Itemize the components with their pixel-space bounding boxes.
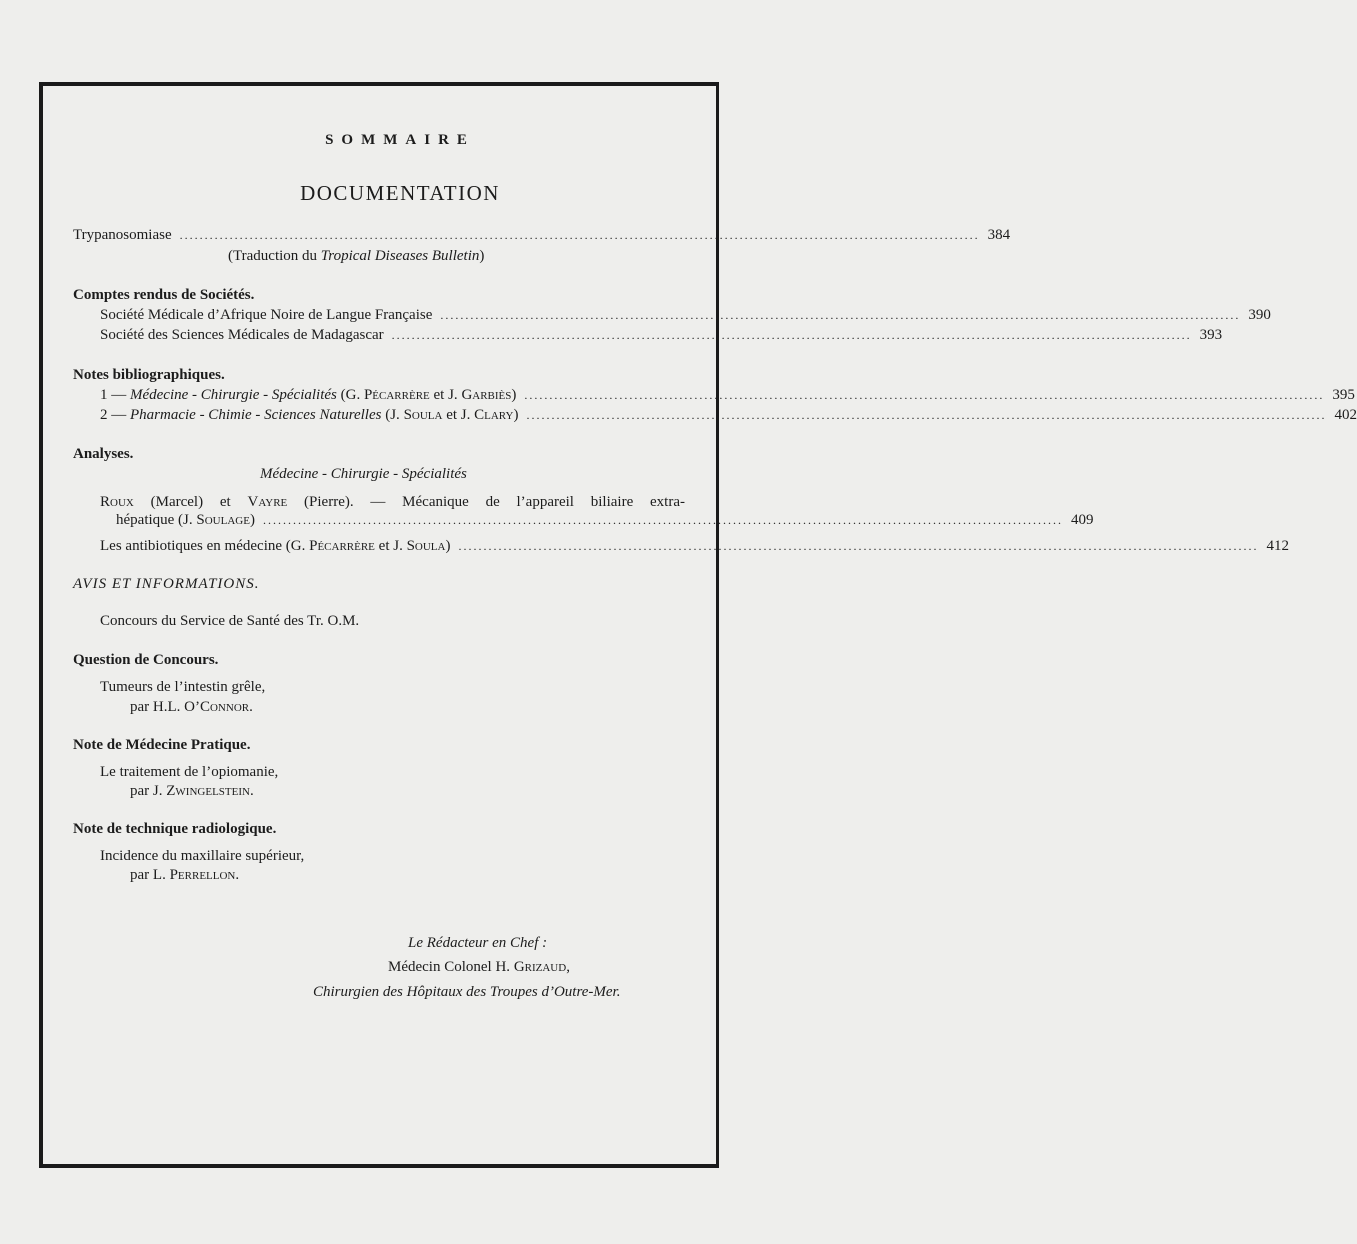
signature-name: Médecin Colonel H. Grizaud, <box>388 959 570 975</box>
signature-title: Chirurgien des Hôpitaux des Troupes d’Outre-Mer. <box>313 984 621 1000</box>
question-title[interactable]: Tumeurs de l’intestin grêle, <box>100 679 266 695</box>
dot-leader: ................................................................................................................................................................ <box>526 408 1327 422</box>
toc-entry-analyse-2[interactable] <box>100 537 1289 556</box>
question-author: par H.L. O’Connor. <box>130 699 253 715</box>
toc-entry-analyse-1-line2[interactable] <box>116 511 1094 530</box>
note-radio-author: par L. Perrellon. <box>130 867 240 883</box>
entry-title: Trypanosomiase <box>73 227 172 243</box>
heading-comptes-rendus: Comptes rendus de Sociétés. <box>73 287 255 303</box>
dot-leader: ................................................................................................................................................................ <box>262 513 1063 527</box>
page-number: 390 <box>1248 307 1271 323</box>
dot-leader: ................................................................................................................................................................ <box>440 308 1241 322</box>
toc-entry-societe-madagascar[interactable] <box>100 326 1223 345</box>
toc-entry-biblio-2[interactable] <box>100 406 1357 425</box>
heading-avis: AVIS ET INFORMATIONS. <box>73 576 260 592</box>
toc-entry-analyse-1-line1[interactable]: Roux (Marcel) et Vayre (Pierre). — Mécanique de l’appareil biliaire extra- <box>100 494 685 510</box>
translation-note: (Traduction du Tropical Diseases Bulletin) <box>228 248 485 264</box>
page-number: 393 <box>1199 327 1223 343</box>
heading-notes-biblio: Notes bibliographiques. <box>73 367 225 383</box>
heading-note-radio: Note de technique radiologique. <box>73 821 277 837</box>
page-number: 384 <box>987 227 1011 243</box>
entry-title: hépatique (J. Soulage) <box>116 512 255 528</box>
note-pratique-author: par J. Zwingelstein. <box>130 783 254 799</box>
analyses-subheading: Médecine - Chirurgie - Spécialités <box>260 466 467 482</box>
toc-entry-societe-afrique[interactable] <box>100 306 1271 325</box>
page-number: 402 <box>1334 407 1357 423</box>
entry-title: 1 — Médecine - Chirurgie - Spécialités (G. Pécarrère et J. Garbiès) <box>100 387 517 403</box>
signature-role: Le Rédacteur en Chef : <box>408 935 548 951</box>
toc-entry-concours[interactable]: Concours du Service de Santé des Tr. O.M. <box>100 613 360 629</box>
dot-leader: ................................................................................................................................................................ <box>524 388 1325 402</box>
entry-title: Les antibiotiques en médecine (G. Pécarrère et J. Soula) <box>100 538 451 554</box>
note-radio-title[interactable]: Incidence du maxillaire supérieur, <box>100 848 305 864</box>
page-number: 395 <box>1332 387 1355 403</box>
entry-title: Société Médicale d’Afrique Noire de Langue Française <box>100 307 433 323</box>
dot-leader: ................................................................................................................................................................ <box>179 228 980 242</box>
dot-leader: ................................................................................................................................................................ <box>458 539 1259 553</box>
toc-entry-biblio-1[interactable] <box>100 386 1355 405</box>
note-pratique-title[interactable]: Le traitement de l’opiomanie, <box>100 764 279 780</box>
page-number: 409 <box>1070 512 1094 528</box>
sommaire-title: SOMMAIRE <box>325 132 475 148</box>
dot-leader: ................................................................................................................................................................ <box>391 328 1192 342</box>
heading-question: Question de Concours. <box>73 652 219 668</box>
entry-title: 2 — Pharmacie - Chimie - Sciences Naturelles (J. Soula et J. Clary) <box>100 407 519 423</box>
entry-title: Société des Sciences Médicales de Madagascar <box>100 327 384 343</box>
heading-note-pratique: Note de Médecine Pratique. <box>73 737 251 753</box>
heading-analyses: Analyses. <box>73 446 134 462</box>
section-title: DOCUMENTATION <box>300 181 500 205</box>
page-number: 412 <box>1266 538 1289 554</box>
toc-entry-trypanosomiase[interactable] <box>73 226 1011 245</box>
